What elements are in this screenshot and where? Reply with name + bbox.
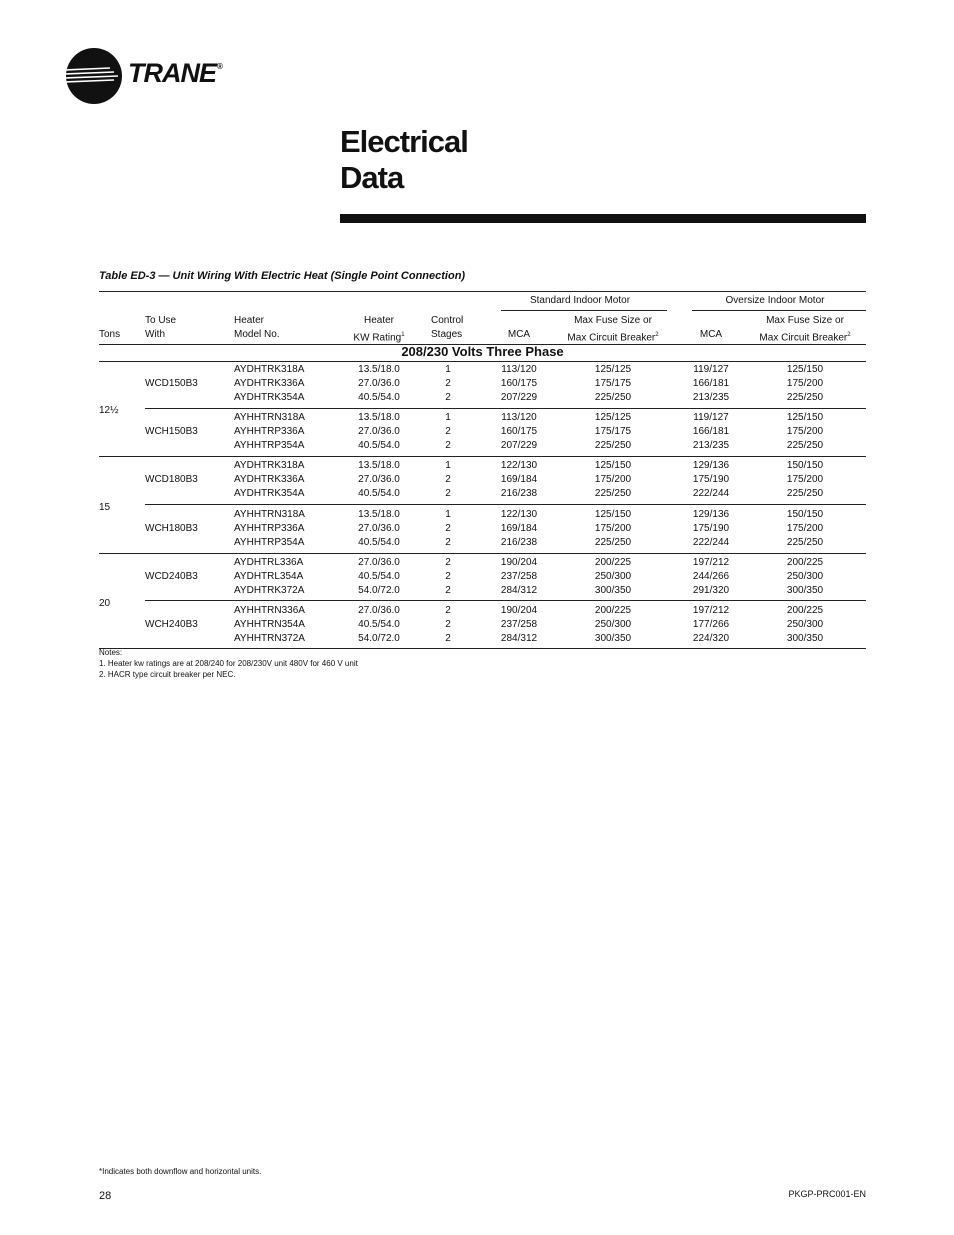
cell-kw-rating: 13.5/18.0 [358, 364, 400, 375]
cell-kw-rating: 27.0/36.0 [358, 557, 400, 568]
cell-std-mca: 113/120 [501, 364, 537, 375]
col-header-heater-model-2: Model No. [234, 329, 280, 340]
cell-std-fuse: 225/250 [594, 488, 632, 499]
page-title-line-1: Electrical [340, 124, 468, 159]
cell-kw-rating: 40.5/54.0 [358, 537, 400, 548]
cell-kw-rating: 40.5/54.0 [358, 488, 400, 499]
cell-over-fuse: 150/150 [786, 460, 824, 471]
footnote: *Indicates both downflow and horizontal units. [99, 1167, 262, 1176]
cell-heater-model: AYHHTRP354A [234, 537, 305, 548]
table-caption: Table ED-3 — Unit Wiring With Electric Heat (Single Point Connection) [99, 270, 466, 282]
tons-group-separator [99, 456, 866, 457]
cell-std-mca: 190/204 [500, 557, 538, 568]
col-header-stages-2: Stages [431, 329, 463, 340]
col-header-kw-2: KW Rating$^1$ [353, 332, 405, 344]
cell-kw-rating: 13.5/18.0 [358, 509, 400, 520]
col-header-to-use-2: With [145, 329, 165, 340]
trane-logo-mark-icon [64, 46, 124, 106]
cell-std-fuse: 175/175 [594, 426, 632, 437]
cell-std-mca: 284/312 [500, 585, 538, 596]
cell-kw-rating: 13.5/18.0 [358, 460, 400, 471]
cell-std-fuse: 175/175 [594, 378, 632, 389]
cell-control-stages: 2 [445, 537, 451, 548]
page-title [340, 124, 468, 196]
col-header-heater-model-1: Heater [234, 315, 265, 326]
cell-over-mca: 222/244 [692, 488, 730, 499]
cell-heater-model: AYHHTRN372A [234, 633, 305, 644]
cell-over-fuse: 175/200 [786, 426, 824, 437]
phase-bottom-rule [99, 361, 866, 362]
cell-std-fuse: 250/300 [594, 619, 632, 630]
cell-over-mca: 224/320 [692, 633, 730, 644]
cell-heater-model: AYHHTRP336A [234, 523, 305, 534]
cell-std-fuse: 175/200 [594, 523, 632, 534]
cell-std-fuse: 125/125 [594, 364, 632, 375]
trane-wordmark: TRANE® [128, 58, 222, 88]
col-header-over-fuse-2: Max Circuit Breaker$^2$ [759, 332, 851, 344]
cell-std-mca: 237/258 [500, 619, 538, 630]
cell-std-mca: 160/175 [500, 426, 538, 437]
cell-over-fuse: 175/200 [786, 523, 824, 534]
cell-over-mca: 222/244 [692, 537, 730, 548]
table-notes [99, 647, 358, 680]
unit-model: WCD180B3 [145, 474, 198, 485]
cell-control-stages: 2 [445, 557, 451, 568]
unit-group-separator [145, 408, 866, 409]
cell-std-fuse: 300/350 [594, 633, 632, 644]
cell-over-fuse: 225/250 [786, 537, 824, 548]
cell-control-stages: 2 [445, 619, 451, 630]
cell-std-fuse: 125/125 [594, 412, 632, 423]
cell-over-mca: 197/212 [692, 557, 730, 568]
cell-std-mca: 207/229 [500, 392, 538, 403]
cell-std-fuse: 200/225 [594, 557, 632, 568]
page-title-line-2: Data [340, 160, 404, 195]
unit-model: WCH150B3 [145, 426, 198, 437]
cell-heater-model: AYDHTRK372A [234, 585, 305, 596]
unit-group-separator [145, 504, 866, 505]
cell-std-fuse: 225/250 [594, 392, 632, 403]
cell-kw-rating: 40.5/54.0 [358, 571, 400, 582]
cell-std-mca: 160/175 [500, 378, 538, 389]
cell-control-stages: 2 [445, 488, 451, 499]
cell-std-fuse: 250/300 [594, 571, 632, 582]
cell-over-fuse: 225/250 [786, 488, 824, 499]
cell-kw-rating: 27.0/36.0 [358, 605, 400, 616]
cell-over-mca: 213/235 [692, 392, 730, 403]
cell-std-fuse: 200/225 [594, 605, 632, 616]
cell-over-fuse: 225/250 [786, 440, 824, 451]
col-header-over-mca: MCA [699, 329, 723, 340]
cell-over-mca: 129/136 [692, 509, 730, 520]
cell-control-stages: 2 [445, 474, 451, 485]
cell-control-stages: 1 [445, 460, 451, 471]
cell-std-mca: 207/229 [500, 440, 538, 451]
cell-std-mca: 237/258 [500, 571, 538, 582]
cell-over-mca: 175/190 [692, 523, 730, 534]
cell-kw-rating: 40.5/54.0 [358, 619, 400, 630]
cell-over-fuse: 250/300 [786, 619, 824, 630]
cell-heater-model: AYHHTRN336A [234, 605, 305, 616]
cell-std-fuse: 125/150 [594, 460, 632, 471]
cell-over-mca: 119/127 [693, 364, 729, 375]
note-1: 1. Heater kw ratings are at 208/240 for 208/230V unit 480V for 460 V unit [99, 659, 358, 668]
cell-heater-model: AYHHTRN318A [234, 412, 305, 423]
cell-over-mca: 119/127 [693, 412, 729, 423]
group-rule-oversize [692, 310, 866, 311]
cell-heater-model: AYDHTRK318A [234, 460, 305, 471]
cell-heater-model: AYDHTRL336A [234, 557, 304, 568]
cell-control-stages: 2 [445, 440, 451, 451]
col-header-kw-1: Heater [363, 315, 395, 326]
cell-over-mca: 175/190 [692, 474, 730, 485]
cell-std-mca: 284/312 [500, 633, 538, 644]
unit-group-separator [145, 600, 866, 601]
notes-heading: Notes: [99, 648, 123, 657]
cell-kw-rating: 40.5/54.0 [358, 440, 400, 451]
col-header-over-fuse-1: Max Fuse Size or [766, 315, 844, 326]
note-2: 2. HACR type circuit breaker per NEC. [99, 670, 236, 679]
col-header-stages-1: Control [431, 315, 464, 326]
cell-std-fuse: 225/250 [594, 440, 632, 451]
cell-control-stages: 1 [445, 509, 451, 520]
cell-heater-model: AYHHTRN318A [234, 509, 305, 520]
unit-model: WCD150B3 [145, 378, 198, 389]
cell-over-mca: 244/266 [692, 571, 730, 582]
cell-over-fuse: 250/300 [786, 571, 824, 582]
title-rule [340, 214, 866, 223]
cell-over-fuse: 175/200 [786, 474, 824, 485]
cell-heater-model: AYDHTRK336A [234, 378, 305, 389]
cell-over-fuse: 150/150 [786, 509, 824, 520]
unit-model: WCD240B3 [145, 571, 198, 582]
cell-heater-model: AYDHTRK354A [234, 488, 305, 499]
document-code: PKGP-PRC001-EN [788, 1189, 866, 1199]
page-number: 28 [99, 1190, 112, 1202]
cell-control-stages: 2 [445, 585, 451, 596]
cell-kw-rating: 40.5/54.0 [358, 392, 400, 403]
cell-std-mca: 113/120 [501, 412, 537, 423]
col-header-std-fuse-1: Max Fuse Size or [574, 315, 652, 326]
cell-std-mca: 122/130 [500, 460, 538, 471]
col-header-std-fuse-2: Max Circuit Breaker$^2$ [567, 332, 659, 344]
cell-over-mca: 177/266 [692, 619, 730, 630]
cell-kw-rating: 27.0/36.0 [358, 378, 400, 389]
cell-control-stages: 2 [445, 378, 451, 389]
cell-over-fuse: 300/350 [786, 633, 824, 644]
cell-heater-model: AYDHTRK336A [234, 474, 305, 485]
cell-over-mca: 129/136 [692, 460, 730, 471]
cell-std-mca: 190/204 [500, 605, 538, 616]
cell-over-fuse: 175/200 [786, 378, 824, 389]
cell-over-fuse: 200/225 [786, 557, 824, 568]
cell-over-fuse: 225/250 [786, 392, 824, 403]
cell-kw-rating: 27.0/36.0 [358, 523, 400, 534]
cell-heater-model: AYHHTRP336A [234, 426, 305, 437]
cell-over-fuse: 300/350 [786, 585, 824, 596]
cell-control-stages: 2 [445, 571, 451, 582]
phase-header: 208/230 Volts Three Phase [401, 344, 564, 359]
cell-over-fuse: 125/150 [786, 364, 824, 375]
cell-over-fuse: 200/225 [786, 605, 824, 616]
cell-kw-rating: 54.0/72.0 [358, 633, 400, 644]
group-rule-standard [501, 310, 667, 311]
cell-heater-model: AYDHTRK354A [234, 392, 305, 403]
group-header-oversize: Oversize Indoor Motor [725, 295, 825, 306]
cell-std-fuse: 225/250 [594, 537, 632, 548]
cell-std-fuse: 300/350 [594, 585, 632, 596]
cell-std-mca: 216/238 [500, 488, 538, 499]
trane-logo [64, 46, 264, 106]
cell-over-mca: 197/212 [692, 605, 730, 616]
cell-over-mca: 291/320 [692, 585, 730, 596]
cell-std-fuse: 175/200 [594, 474, 632, 485]
unit-model: WCH240B3 [145, 619, 198, 630]
cell-control-stages: 1 [445, 412, 451, 423]
table-top-rule [99, 291, 866, 292]
cell-control-stages: 2 [445, 426, 451, 437]
col-header-to-use-1: To Use [145, 315, 177, 326]
col-header-tons: Tons [99, 329, 121, 340]
cell-std-mca: 169/184 [500, 523, 538, 534]
tons-label-20: 20 [99, 598, 111, 609]
cell-control-stages: 2 [445, 523, 451, 534]
cell-heater-model: AYHHTRP354A [234, 440, 305, 451]
col-header-std-mca: MCA [507, 329, 531, 340]
cell-over-mca: 166/181 [692, 378, 730, 389]
cell-over-mca: 213/235 [692, 440, 730, 451]
cell-control-stages: 1 [445, 364, 451, 375]
cell-over-mca: 166/181 [692, 426, 730, 437]
cell-control-stages: 2 [445, 605, 451, 616]
cell-std-mca: 122/130 [500, 509, 538, 520]
unit-model: WCH180B3 [145, 523, 198, 534]
cell-heater-model: AYHHTRN354A [234, 619, 305, 630]
cell-over-fuse: 125/150 [786, 412, 824, 423]
cell-std-mca: 216/238 [500, 537, 538, 548]
cell-std-mca: 169/184 [500, 474, 538, 485]
tons-label-15: 15 [99, 502, 111, 513]
cell-control-stages: 2 [445, 392, 451, 403]
cell-kw-rating: 27.0/36.0 [358, 426, 400, 437]
cell-kw-rating: 13.5/18.0 [358, 412, 400, 423]
cell-heater-model: AYDHTRK318A [234, 364, 305, 375]
tons-label-12-5: 12½ [99, 405, 119, 416]
tons-group-separator [99, 553, 866, 554]
cell-std-fuse: 125/150 [594, 509, 632, 520]
cell-heater-model: AYDHTRL354A [234, 571, 304, 582]
cell-kw-rating: 54.0/72.0 [358, 585, 400, 596]
group-header-standard: Standard Indoor Motor [529, 295, 631, 306]
cell-kw-rating: 27.0/36.0 [358, 474, 400, 485]
cell-control-stages: 2 [445, 633, 451, 644]
